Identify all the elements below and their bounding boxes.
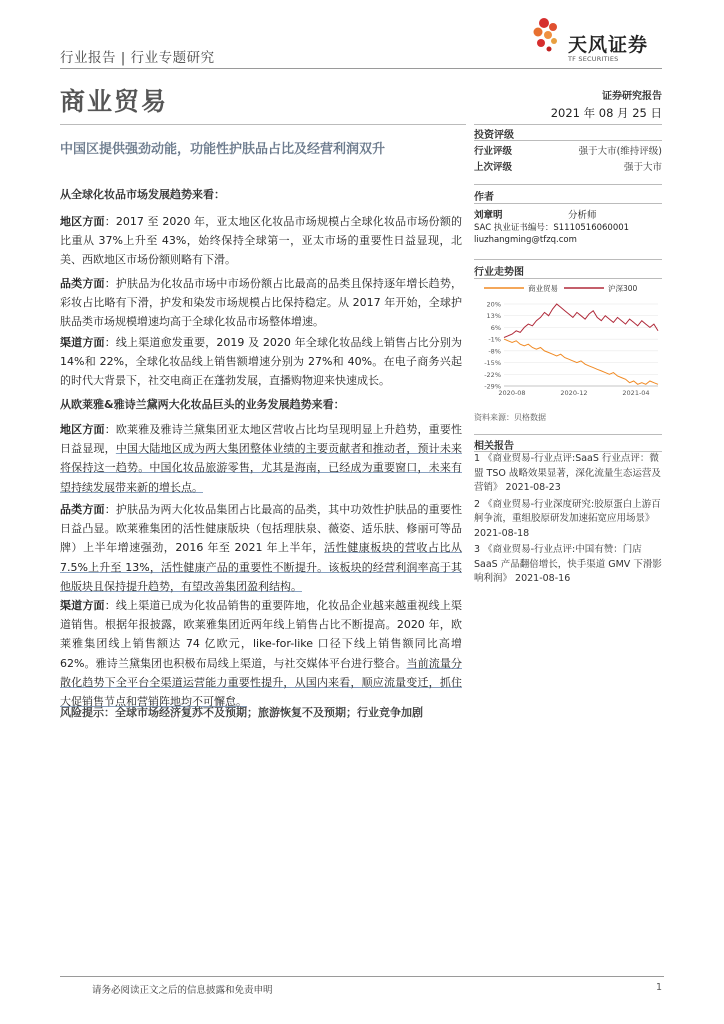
- related-report-date: 2021-08-23: [505, 482, 561, 493]
- x-tick-label: 2020-08: [498, 389, 526, 397]
- y-tick-label: -8%: [488, 347, 501, 356]
- para-text-highlight: 活性健康板块的营收占比从 7.5%上升至 13%，活性健康产品的重要性不断提升。该板块的经营利润率高于其他版块且保持提升趋势，有望改善集团盈利结构。: [60, 541, 463, 593]
- page-number: 1: [655, 982, 662, 993]
- related-report-item[interactable]: [474, 498, 662, 542]
- paragraph-channel: [60, 333, 462, 391]
- sidebar-divider: [474, 259, 662, 260]
- para-text: ：欧莱雅及雅诗兰黛集团亚太地区营收占比均呈现明显上升趋势，重要性日益显现，: [60, 423, 462, 456]
- legend-label: 商业贸易: [528, 284, 558, 293]
- sidebar-divider: [474, 124, 662, 125]
- y-tick-label: -22%: [484, 370, 501, 379]
- trend-chart: [474, 280, 662, 410]
- x-tick-label: 2020-12: [560, 389, 588, 397]
- series-line: [504, 304, 658, 338]
- related-report-item[interactable]: [474, 543, 662, 587]
- para-text: ：2017 至 2020 年，亚太地区化妆品市场规模占全球化妆品市场份额的比重从 37%上升至 43%，始终保持全球第一，亚太市场的重要性日益显现，北美、西欧地区市场份额则略有下滑。: [60, 215, 463, 267]
- para-text: ：线上渠道愈发重要，2019 及 2020 年全球化妆品线上销售占比分别为 14%和 22%，全球化妆品线上销售额增速分别为 27%和 40%。在电子商务兴起的时代大背景下，社交电商正在蓬勃发展，直播购物迎来快速成长。: [60, 336, 463, 388]
- related-report-item[interactable]: [474, 452, 662, 496]
- chart-source: 资料来源：贝格数据: [474, 413, 546, 422]
- related-report-title: 2 《商业贸易-行业深度研究:胶原蛋白上游百舸争流，重组胶原研发加速拓宽应用场景》: [474, 498, 661, 524]
- report-date: 2021 年 08 月 25 日: [550, 106, 662, 120]
- rating-label: 行业评级: [474, 146, 513, 157]
- author-role: 分析师: [568, 210, 597, 221]
- legend-label: 沪深300: [608, 284, 638, 293]
- y-tick-label: 13%: [486, 312, 501, 321]
- sidebar-divider: [474, 203, 662, 204]
- last-rating-label: 上次评级: [474, 162, 513, 173]
- rating-title: 投资评级: [474, 130, 514, 141]
- sector-title: 商业贸易: [60, 87, 169, 116]
- logo-text-cn: 天风证券: [568, 34, 649, 56]
- sidebar-divider: [474, 140, 662, 141]
- para-label: 地区方面: [60, 423, 105, 436]
- related-report-title: 3 《商业贸易-行业点评:中国有赞：门店 SaaS 产品翻倍增长，快手渠道 GMV 下滑影响利润》: [474, 544, 662, 584]
- risk-warning: 风险提示：全球市场经济复苏不及预期；旅游恢复不及预期；行业竞争加剧: [60, 706, 423, 719]
- para-label: 品类方面: [60, 277, 105, 290]
- paragraph-category-giants: [60, 500, 462, 596]
- rating-value: 强于大市(维持评级): [578, 146, 662, 157]
- sidebar-divider: [474, 184, 662, 185]
- related-report-title: 1 《商业贸易-行业点评:SaaS 行业点评：微盟 TSO 战略效果显著，深化流量生态运营及营销》: [474, 453, 661, 493]
- related-report-date: 2021-08-16: [515, 573, 571, 584]
- author-email[interactable]: liuzhangming@tfzq.com: [474, 235, 577, 245]
- logo-text-en: TF SECURITIES: [568, 55, 619, 63]
- y-tick-label: -15%: [484, 359, 501, 368]
- para-text: ：护肤品为化妆品市场中市场份额占比最高的品类且保持逐年增长趋势，彩妆占比略有下滑，护发和染发市场规模占比保持稳定。从 2017 年开始，全球护肤品类市场规模增速均高于全球化妆品市场整体增速。: [60, 277, 462, 329]
- para-label: 渠道方面: [60, 336, 105, 349]
- para-text: ：线上渠道已成为化妆品销售的重要阵地，化妆品企业越来越重视线上渠道销售。根据年报披露，欧莱雅集团近两年线上销售占比不断提高。2020 年，欧莱雅集团线上销售额达 74 亿欧元，like-for-like 口径下线上销售额同比高增 62%。雅诗兰黛集团也积极布局线上渠道，与社交媒体平台进行整合。: [60, 599, 462, 670]
- y-tick-label: -29%: [484, 382, 501, 391]
- paragraph-region-giants: [60, 420, 462, 497]
- para-label: 渠道方面: [60, 599, 105, 612]
- section-title-giants: 从欧莱雅&雅诗兰黛两大化妆品巨头的业务发展趋势来看：: [60, 398, 345, 411]
- series-line: [504, 339, 658, 384]
- sidebar-divider: [474, 434, 662, 435]
- logo-mark-icon: [530, 14, 566, 54]
- related-report-date: 2021-08-18: [474, 527, 530, 539]
- related-title: 相关报告: [474, 441, 514, 452]
- disclaimer-note: 请务必阅读正文之后的信息披露和免责申明: [92, 985, 273, 996]
- x-tick-label: 2021-04: [622, 389, 650, 397]
- paragraph-channel-giants: [60, 596, 462, 711]
- author-sac: SAC 执业证书编号：S1110516060001: [474, 223, 630, 233]
- para-label: 地区方面: [60, 215, 105, 228]
- author-name: 刘章明: [474, 210, 503, 221]
- header-divider: [60, 68, 662, 69]
- para-text-highlight: 当前流量分散化趋势下全平台全渠道运营能力重要性提升，从国内来看，顺应流量变迁，抓住大促销售节点和营销阵地均不可懈怠。: [60, 656, 462, 709]
- report-headline: 中国区提供强劲动能，功能性护肤品占比及经营利润双升: [60, 142, 386, 157]
- last-rating-value: 强于大市: [623, 162, 662, 173]
- report-type: 证券研究报告: [602, 91, 662, 102]
- section-title-global: 从全球化妆品市场发展趋势来看：: [60, 188, 225, 201]
- paragraph-category: [60, 274, 462, 332]
- para-label: 品类方面: [60, 503, 105, 516]
- title-divider: [60, 124, 466, 125]
- para-text-highlight: 中国大陆地区成为两大集团整体业绩的主要贡献者和推动者，预计未来将保持这一趋势。中国化妆品旅游零售，尤其是海南，已经成为重要窗口，未来有望持续发展带来新的增长点。: [60, 442, 462, 494]
- y-tick-label: 20%: [486, 300, 501, 309]
- chart-title: 行业走势图: [474, 267, 524, 278]
- related-reports-list: [474, 452, 662, 589]
- author-title: 作者: [474, 192, 494, 203]
- report-category: 行业报告 | 行业专题研究: [60, 50, 215, 66]
- footer-divider: [60, 976, 664, 977]
- sidebar-divider: [474, 278, 662, 279]
- paragraph-region: [60, 212, 462, 270]
- para-text: ：护肤品为两大化妆品集团占比最高的品类，其中功效性护肤品的重要性日益凸显。欧莱雅集团的活性健康版块（包括理肤泉、薇姿、适乐肤、修丽可等品牌）上半年增速强劲，2016 年至 2021 年上半年，: [60, 503, 462, 555]
- y-tick-label: -1%: [488, 335, 501, 344]
- y-tick-label: 6%: [490, 323, 501, 332]
